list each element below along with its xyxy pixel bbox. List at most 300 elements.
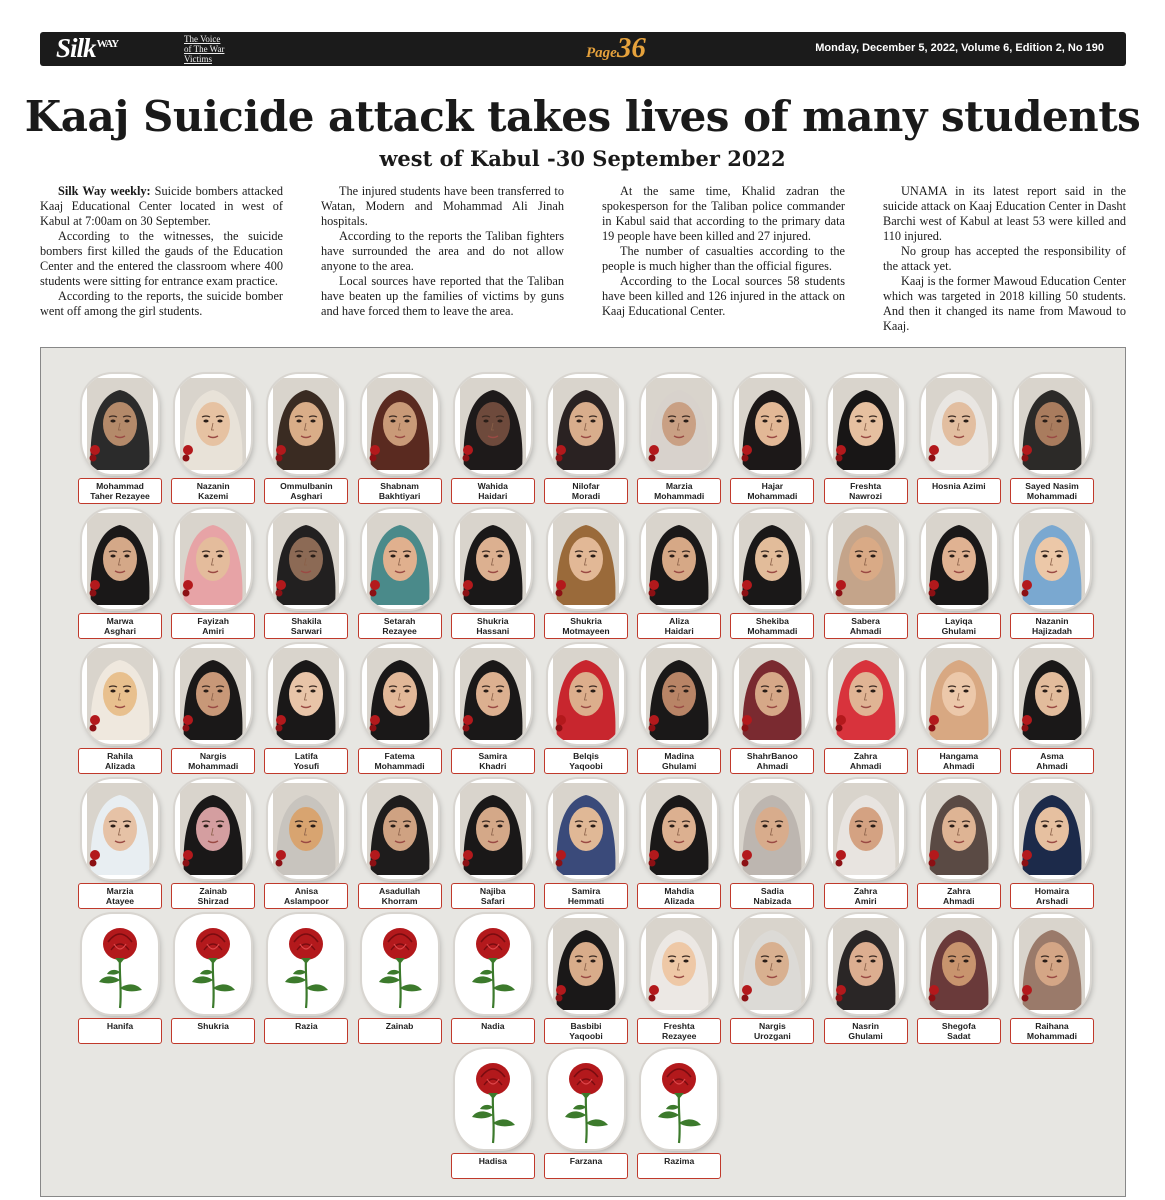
victim-name: Sadia Nabizada xyxy=(730,883,814,909)
victim-photo-frame xyxy=(362,644,438,744)
article-paragraph: According to the witnesses, the suicide bombers first killed the gauds of the Education Center and the entered the classroom where 400 students were sitting for entrance exam practice. xyxy=(40,229,283,288)
victim-portrait xyxy=(646,783,712,875)
victim-card xyxy=(544,779,628,911)
victim-card xyxy=(358,779,442,911)
eye xyxy=(124,420,129,423)
victim-card xyxy=(358,914,442,1046)
victim-portrait xyxy=(646,648,712,740)
victim-photo-frame xyxy=(268,779,344,879)
victim-portrait xyxy=(739,918,805,1010)
victim-card xyxy=(730,914,814,1046)
eye xyxy=(684,690,689,693)
victim-photo-frame xyxy=(1014,914,1090,1014)
eye xyxy=(870,960,875,963)
rose-ornament xyxy=(742,995,749,1002)
victim-name: Setarah Rezayee xyxy=(358,613,442,639)
rose-ornament xyxy=(649,445,659,455)
rose-ornament xyxy=(928,860,935,867)
rose-ornament xyxy=(556,860,563,867)
rose-ornament xyxy=(90,445,100,455)
rose-ornament xyxy=(1022,995,1029,1002)
victim-portrait xyxy=(739,513,805,605)
rose-stem xyxy=(493,958,494,1008)
eye xyxy=(110,555,115,558)
rose-ornament xyxy=(836,580,846,590)
rose-ornament xyxy=(836,985,846,995)
victim-card xyxy=(1010,374,1094,506)
victim-card xyxy=(544,644,628,776)
victim-card xyxy=(358,374,442,506)
eye xyxy=(204,825,209,828)
eye xyxy=(1042,690,1047,693)
rose-memorial-frame xyxy=(548,1049,624,1149)
rose-stem xyxy=(679,1093,680,1143)
rose-ornament xyxy=(556,850,566,860)
victim-card xyxy=(637,1049,721,1181)
victim-portrait xyxy=(367,648,433,740)
victim-name: Najiba Safari xyxy=(451,883,535,909)
victim-portrait xyxy=(460,513,526,605)
rose-ornament xyxy=(1022,850,1032,860)
victim-portrait xyxy=(1019,918,1085,1010)
victim-photo-frame xyxy=(82,644,158,744)
victim-name: Hadisa xyxy=(451,1153,535,1179)
rose-icon xyxy=(646,1053,712,1145)
victim-portrait xyxy=(1019,378,1085,470)
rose-stem xyxy=(493,1093,494,1143)
victim-portrait xyxy=(1019,783,1085,875)
eye xyxy=(124,690,129,693)
eye xyxy=(204,420,209,423)
masthead xyxy=(40,32,1126,66)
victim-portrait xyxy=(833,648,899,740)
victim-card xyxy=(917,374,1001,506)
article-paragraph: At the same time, Khalid zadran the spokesperson for the Taliban police commander in Kabul said that according to the primary data 19 people have been killed and 27 injured. xyxy=(602,184,845,243)
victim-photo-frame xyxy=(548,374,624,474)
rose-ornament xyxy=(649,860,656,867)
victim-name: Latifa Yosufi xyxy=(264,748,348,774)
victim-card xyxy=(544,374,628,506)
victim-portrait xyxy=(273,783,339,875)
victim-card xyxy=(917,644,1001,776)
eye xyxy=(390,690,395,693)
rose-ornament xyxy=(836,715,846,725)
victim-photo-frame xyxy=(268,374,344,474)
victim-photo-frame xyxy=(641,644,717,744)
victim-name: Razia xyxy=(264,1018,348,1044)
rose-icon xyxy=(460,918,526,1010)
eye xyxy=(390,555,395,558)
rose-ornament xyxy=(556,985,566,995)
rose-stem xyxy=(213,958,214,1008)
eye xyxy=(590,420,595,423)
eye xyxy=(497,690,502,693)
rose-ornament xyxy=(463,850,473,860)
rose-ornament xyxy=(835,860,842,867)
victim-name: Nargis Mohammadi xyxy=(171,748,255,774)
eye xyxy=(576,825,581,828)
victim-card xyxy=(730,779,814,911)
eye xyxy=(1056,825,1061,828)
victim-portrait xyxy=(180,513,246,605)
eye xyxy=(497,555,502,558)
victim-portrait xyxy=(87,648,153,740)
rose-ornament xyxy=(742,715,752,725)
rose-ornament xyxy=(929,580,939,590)
eye xyxy=(777,420,782,423)
eye xyxy=(218,825,223,828)
rose-ornament xyxy=(649,850,659,860)
victim-card xyxy=(451,374,535,506)
victim-portrait xyxy=(739,783,805,875)
eye xyxy=(1042,825,1047,828)
eye xyxy=(390,420,395,423)
rose-ornament xyxy=(276,850,286,860)
victim-portrait xyxy=(553,513,619,605)
eye xyxy=(204,690,209,693)
victim-portrait xyxy=(833,513,899,605)
victim-portrait xyxy=(926,918,992,1010)
eye xyxy=(404,825,409,828)
victim-card xyxy=(637,914,721,1046)
rose-ornament xyxy=(835,590,842,597)
victim-portrait xyxy=(646,513,712,605)
eye xyxy=(777,690,782,693)
victim-portrait xyxy=(553,783,619,875)
victim-name: Anisa Aslampoor xyxy=(264,883,348,909)
victim-portrait xyxy=(646,378,712,470)
rose-ornament xyxy=(836,850,846,860)
rose-ornament xyxy=(929,715,939,725)
victim-photo-frame xyxy=(548,509,624,609)
victim-name: Zahra Ahmadi xyxy=(917,883,1001,909)
rose-ornament xyxy=(276,725,283,732)
victim-name: Freshta Rezayee xyxy=(637,1018,721,1044)
eye xyxy=(311,555,316,558)
eye xyxy=(124,555,129,558)
eye xyxy=(576,960,581,963)
eye xyxy=(110,825,115,828)
rose-ornament xyxy=(276,860,283,867)
rose-ornament xyxy=(276,715,286,725)
victim-card xyxy=(1010,644,1094,776)
victim-photo-frame xyxy=(641,779,717,879)
victim-photo-frame xyxy=(455,374,531,474)
victim-card xyxy=(264,509,348,641)
victim-photo-frame xyxy=(1014,374,1090,474)
victim-name: Homaira Arshadi xyxy=(1010,883,1094,909)
victim-card xyxy=(637,509,721,641)
tagline xyxy=(184,34,224,64)
rose-icon xyxy=(460,1053,526,1145)
victim-portrait xyxy=(87,378,153,470)
victim-photo-frame xyxy=(82,509,158,609)
victim-card xyxy=(730,374,814,506)
eye xyxy=(763,555,768,558)
rose-ornament xyxy=(462,455,469,462)
article-paragraph xyxy=(40,184,283,229)
rose-ornament xyxy=(649,580,659,590)
eye xyxy=(870,420,875,423)
victim-card xyxy=(1010,509,1094,641)
victim-photo-frame xyxy=(828,779,904,879)
silk-way-logo xyxy=(56,33,118,64)
eye xyxy=(218,555,223,558)
victim-name: Samira Khadri xyxy=(451,748,535,774)
eye xyxy=(870,825,875,828)
rose-icon xyxy=(273,918,339,1010)
victim-photo-frame xyxy=(734,374,810,474)
rose-ornament xyxy=(90,725,97,732)
victim-name: Madina Ghulami xyxy=(637,748,721,774)
victim-photo-frame xyxy=(455,644,531,744)
rose-ornament xyxy=(90,590,97,597)
victim-portrait xyxy=(553,378,619,470)
eye xyxy=(684,960,689,963)
tagline-line: of The War xyxy=(184,44,225,54)
victim-card xyxy=(824,374,908,506)
victim-card xyxy=(451,914,535,1046)
eye xyxy=(483,825,488,828)
victim-name: Hosnia Azimi xyxy=(917,478,1001,504)
rose-memorial-frame xyxy=(455,914,531,1014)
rose-ornament xyxy=(370,715,380,725)
rose-ornament xyxy=(835,725,842,732)
victim-name: Shukria Motmayeen xyxy=(544,613,628,639)
victim-name: Ommulbanin Asghari xyxy=(264,478,348,504)
eye xyxy=(670,420,675,423)
rose-ornament xyxy=(183,445,193,455)
victim-name: Shukria xyxy=(171,1018,255,1044)
victim-photo-frame xyxy=(548,914,624,1014)
date-line: Monday, December 5, 2022, Volume 6, Edition 2, No 190 xyxy=(815,42,1104,54)
victim-portrait xyxy=(367,783,433,875)
eye xyxy=(870,690,875,693)
victim-name: Zainab Shirzad xyxy=(171,883,255,909)
article-paragraph: No group has accepted the responsibility of the attack yet. xyxy=(883,244,1126,273)
victim-card xyxy=(171,374,255,506)
rose-ornament xyxy=(835,995,842,1002)
rose-ornament xyxy=(649,725,656,732)
rose-ornament xyxy=(183,725,190,732)
victim-photo-frame xyxy=(921,779,997,879)
rose-ornament xyxy=(928,995,935,1002)
eye xyxy=(670,960,675,963)
page-number xyxy=(586,32,646,65)
article-paragraph: UNAMA in its latest report said in the suicide attack on Kaaj Education Center in Dasht Barchi west of Kabul at least 53 were killed and 110 injured. xyxy=(883,184,1126,243)
rose-ornament xyxy=(463,715,473,725)
victim-name: Nargis Urozgani xyxy=(730,1018,814,1044)
rose-ornament xyxy=(835,455,842,462)
victim-portrait xyxy=(460,648,526,740)
victim-card xyxy=(451,644,535,776)
eye xyxy=(297,690,302,693)
victim-name: Farzana xyxy=(544,1153,628,1179)
rose-ornament xyxy=(742,590,749,597)
victim-name: Nazanin Kazemi xyxy=(171,478,255,504)
eye xyxy=(124,825,129,828)
victim-card xyxy=(1010,914,1094,1046)
victim-name: Wahida Haidari xyxy=(451,478,535,504)
eye xyxy=(763,420,768,423)
article-text: Suicide bombers attacked Kaaj Educational Center located in west of Kabul at 7:00am on 30 September. xyxy=(40,184,283,228)
victim-name: Fayizah Amiri xyxy=(171,613,255,639)
eye xyxy=(218,690,223,693)
victim-card xyxy=(917,779,1001,911)
victim-name: Freshta Nawrozi xyxy=(824,478,908,504)
eye xyxy=(670,555,675,558)
eye xyxy=(404,420,409,423)
eye xyxy=(297,825,302,828)
victim-photo-frame xyxy=(921,374,997,474)
victim-name: Layiqa Ghulami xyxy=(917,613,1001,639)
rose-ornament xyxy=(463,445,473,455)
eye xyxy=(949,420,954,423)
victim-name: Zahra Ahmadi xyxy=(824,748,908,774)
victim-name: Shukria Hassani xyxy=(451,613,535,639)
eye xyxy=(1042,960,1047,963)
rose-stem xyxy=(120,958,121,1008)
victim-portrait xyxy=(926,783,992,875)
rose-ornament xyxy=(276,445,286,455)
rose-ornament xyxy=(1022,580,1032,590)
victim-card xyxy=(171,644,255,776)
victim-photo-frame xyxy=(641,374,717,474)
eye xyxy=(390,825,395,828)
victim-card xyxy=(544,509,628,641)
rose-ornament xyxy=(276,590,283,597)
eye xyxy=(856,960,861,963)
rose-ornament xyxy=(369,860,376,867)
rose-ornament xyxy=(462,860,469,867)
rose-ornament xyxy=(276,455,283,462)
victim-name: Raihana Mohammadi xyxy=(1010,1018,1094,1044)
rose-ornament xyxy=(649,590,656,597)
eye xyxy=(483,555,488,558)
rose-ornament xyxy=(649,715,659,725)
victim-name: Shakila Sarwari xyxy=(264,613,348,639)
eye xyxy=(590,690,595,693)
eye xyxy=(1056,555,1061,558)
victim-card xyxy=(78,509,162,641)
victim-card xyxy=(824,914,908,1046)
rose-memorial-frame xyxy=(268,914,344,1014)
victim-portrait xyxy=(180,783,246,875)
victim-card xyxy=(78,779,162,911)
victim-photo-frame xyxy=(362,779,438,879)
victim-photo-frame xyxy=(734,644,810,744)
victim-card xyxy=(730,509,814,641)
victim-photo-frame xyxy=(1014,779,1090,879)
eye xyxy=(110,690,115,693)
rose-stem xyxy=(399,958,400,1008)
eye xyxy=(483,420,488,423)
logo-text: Silk xyxy=(56,33,96,63)
rose-ornament xyxy=(929,985,939,995)
victim-portrait xyxy=(273,513,339,605)
victim-card xyxy=(637,644,721,776)
victim-photo-frame xyxy=(175,509,251,609)
victim-card xyxy=(171,914,255,1046)
headline: Kaaj Suicide attack takes lives of many students xyxy=(24,92,1141,141)
victim-photo-frame xyxy=(828,914,904,1014)
rose-ornament xyxy=(556,715,566,725)
rose-ornament xyxy=(462,590,469,597)
victim-name: Hangama Ahmadi xyxy=(917,748,1001,774)
rose-memorial-frame xyxy=(82,914,158,1014)
eye xyxy=(963,555,968,558)
victim-portrait xyxy=(646,918,712,1010)
rose-icon xyxy=(553,1053,619,1145)
rose-ornament xyxy=(90,860,97,867)
victim-card xyxy=(637,779,721,911)
victim-card xyxy=(544,1049,628,1181)
victim-photo-frame xyxy=(734,779,810,879)
rose-ornament xyxy=(1022,860,1029,867)
victim-card xyxy=(171,509,255,641)
rose-ornament xyxy=(742,445,752,455)
rose-ornament xyxy=(1022,455,1029,462)
eye xyxy=(684,420,689,423)
victim-photo-frame xyxy=(268,509,344,609)
victim-photo-frame xyxy=(548,644,624,744)
eye xyxy=(497,420,502,423)
victim-portrait xyxy=(739,648,805,740)
eye xyxy=(311,690,316,693)
eye xyxy=(576,555,581,558)
victim-portrait xyxy=(87,783,153,875)
victim-photo-frame xyxy=(362,509,438,609)
rose-memorial-frame xyxy=(641,1049,717,1149)
rose-ornament xyxy=(556,455,563,462)
rose-ornament xyxy=(463,580,473,590)
rose-ornament xyxy=(928,590,935,597)
victim-card xyxy=(78,914,162,1046)
rose-ornament xyxy=(742,580,752,590)
victim-portrait xyxy=(833,918,899,1010)
eye xyxy=(856,825,861,828)
victim-name: Hajar Mohammadi xyxy=(730,478,814,504)
rose-ornament xyxy=(276,580,286,590)
rose-ornament xyxy=(649,995,656,1002)
eye xyxy=(963,420,968,423)
victim-photo-frame xyxy=(734,509,810,609)
eye xyxy=(763,960,768,963)
eye xyxy=(670,825,675,828)
rose-ornament xyxy=(1022,590,1029,597)
victim-card xyxy=(824,644,908,776)
victim-name: Nazanin Hajizadah xyxy=(1010,613,1094,639)
eye xyxy=(110,420,115,423)
eye xyxy=(218,420,223,423)
eye xyxy=(684,825,689,828)
victim-name: Shekiba Mohammadi xyxy=(730,613,814,639)
eye xyxy=(1042,555,1047,558)
subheadline: west of Kabul -30 September 2022 xyxy=(379,146,786,171)
victim-name: Marzia Mohammadi xyxy=(637,478,721,504)
eye xyxy=(1056,420,1061,423)
rose-ornament xyxy=(836,445,846,455)
eye xyxy=(297,420,302,423)
rose-ornament xyxy=(90,580,100,590)
rose-ornament xyxy=(928,455,935,462)
eye xyxy=(856,690,861,693)
victim-card xyxy=(451,779,535,911)
eye xyxy=(684,555,689,558)
eye xyxy=(949,690,954,693)
rose-ornament xyxy=(556,580,566,590)
victim-name: Nilofar Moradi xyxy=(544,478,628,504)
